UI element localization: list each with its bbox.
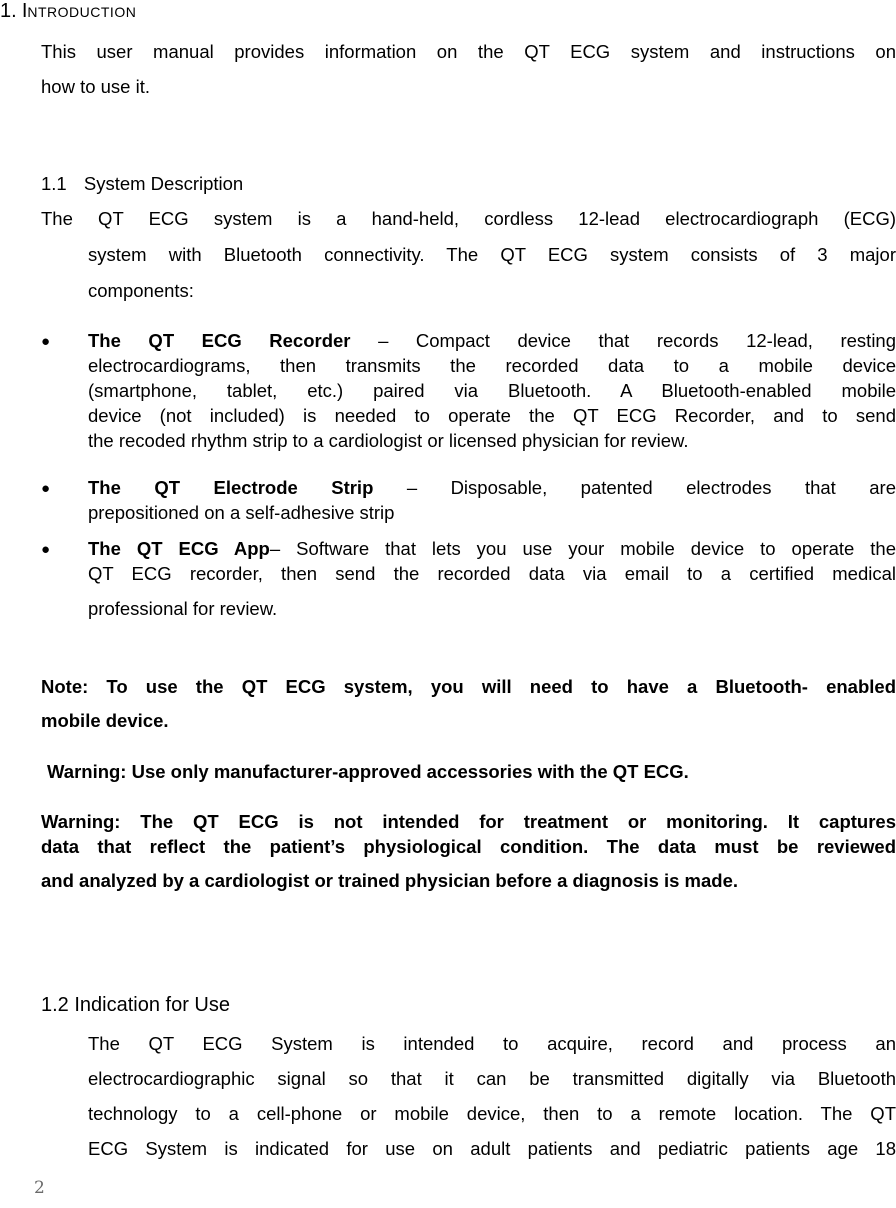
indication-line-1: The QT ECG System is intended to acquire, record and process an xyxy=(88,1033,896,1054)
bullet-dot: ● xyxy=(41,480,51,497)
bullet-recorder-line-1: The QT ECG Recorder – Compact device that records 12-lead, resting xyxy=(88,330,896,351)
warning-not-for-treatment-line-1: Warning: The QT ECG is not intended for treatment or monitoring. It captures xyxy=(41,811,896,832)
bullet-recorder-name: The QT ECG Recorder xyxy=(88,330,351,351)
section-title-rest: NTRODUCTION xyxy=(27,4,137,20)
bullet-dot: ● xyxy=(41,333,51,350)
indication-line-2: electrocardiographic signal so that it can be transmitted digitally via Bluetooth xyxy=(88,1068,896,1089)
indication-line-4: ECG System is indicated for use on adult patients and pediatric patients age 18 xyxy=(88,1138,896,1159)
subsection-heading-indication-for-use: 1.2 Indication for Use xyxy=(41,994,230,1016)
note-line-2: mobile device. xyxy=(41,710,169,731)
bullet-recorder-line-3: (smartphone, tablet, etc.) paired via Bluetooth. A Bluetooth-enabled mobile xyxy=(88,380,896,401)
description-line-2: system with Bluetooth connectivity. The QT ECG system consists of 3 major xyxy=(88,244,896,265)
section-title-initial: I xyxy=(21,0,28,22)
indication-line-3: technology to a cell-phone or mobile device, then to a remote location. The QT xyxy=(88,1103,896,1124)
intro-line-1: This user manual provides information on the QT ECG system and instructions on xyxy=(41,41,896,62)
bullet-app-line-2: QT ECG recorder, then send the recorded data via email to a certified medical xyxy=(88,563,896,584)
page-number: 2 xyxy=(34,1178,45,1198)
warning-accessories: Warning: Use only manufacturer-approved accessories with the QT ECG. xyxy=(47,761,689,782)
subsection-title: System Description xyxy=(83,173,244,194)
intro-line-2: how to use it. xyxy=(41,76,151,97)
bullet-app-line-3: professional for review. xyxy=(88,598,278,619)
note-line-1: Note: To use the QT ECG system, you will need to have a Bluetooth- enabled xyxy=(41,676,896,697)
bullet-recorder-line-4: device (not included) is needed to operate the QT ECG Recorder, and to send xyxy=(88,405,896,426)
subsection-number: 1.1 xyxy=(41,173,67,194)
warning-not-for-treatment-line-2: data that reflect the patient’s physiological condition. The data must be reviewed xyxy=(41,836,896,857)
bullet-electrode-line-1: The QT Electrode Strip – Disposable, patented electrodes that are xyxy=(88,477,896,498)
section-heading-introduction xyxy=(0,0,136,23)
bullet-recorder-line-5: the recoded rhythm strip to a cardiologist or licensed physician for review. xyxy=(88,430,689,451)
description-line-1: The QT ECG system is a hand-held, cordless 12-lead electrocardiograph (ECG) xyxy=(41,208,896,229)
bullet-electrode-name: The QT Electrode Strip xyxy=(88,477,374,498)
warning-not-for-treatment-line-3: and analyzed by a cardiologist or trained physician before a diagnosis is made. xyxy=(41,870,739,891)
section-number: 1. xyxy=(0,0,17,22)
description-line-3: components: xyxy=(88,280,194,301)
bullet-app-line-1: The QT ECG App– Software that lets you use your mobile device to operate the xyxy=(88,538,896,559)
bullet-app-name: The QT ECG App xyxy=(88,538,270,559)
bullet-electrode-line-2: prepositioned on a self-adhesive strip xyxy=(88,502,395,523)
subsection-heading-system-description xyxy=(41,173,243,195)
bullet-dot: ● xyxy=(41,541,51,558)
bullet-recorder-line-2: electrocardiograms, then transmits the recorded data to a mobile device xyxy=(88,355,896,376)
